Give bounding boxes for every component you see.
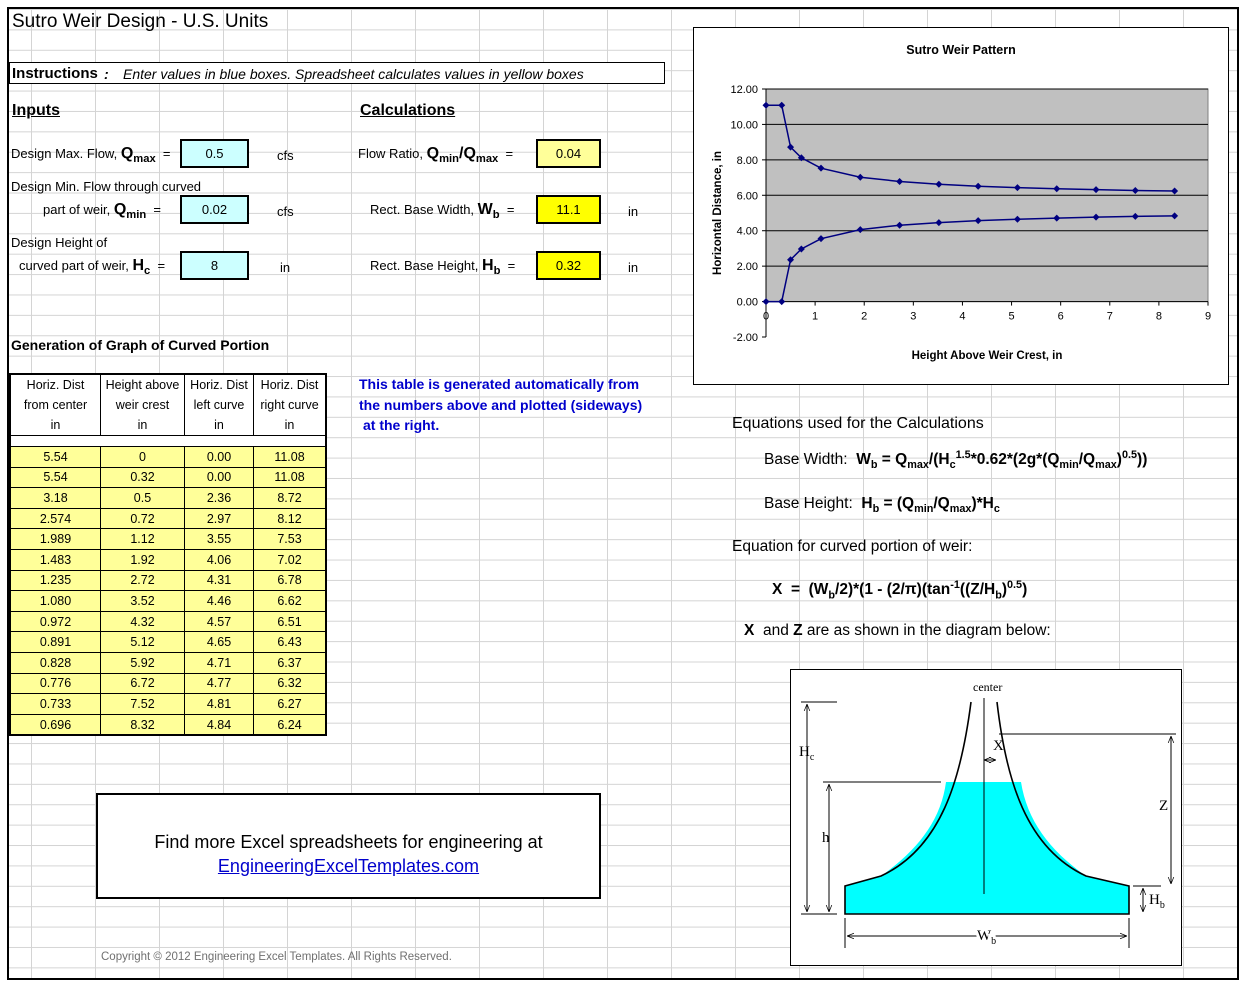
table-cell: 6.27 xyxy=(254,694,327,715)
table-cell: 7.02 xyxy=(254,549,327,570)
table-cell: 4.84 xyxy=(185,714,254,735)
table-cell: 7.53 xyxy=(254,529,327,550)
table-cell: 8.12 xyxy=(254,508,327,529)
flow-ratio-label: Flow Ratio, $Q_{min}/Q_{max}$ = xyxy=(358,145,514,166)
table-cell: 6.32 xyxy=(254,673,327,694)
table-header-cell: weir crest xyxy=(101,395,185,415)
table-cell: 0.828 xyxy=(10,652,101,673)
table-row xyxy=(10,488,326,509)
diagram-z-label: Z xyxy=(1159,798,1169,814)
chart-y-tick-label: 0.00 xyxy=(736,296,758,309)
table-row xyxy=(10,714,326,735)
table-cell: 4.65 xyxy=(185,632,254,653)
table-cell: 0.696 xyxy=(10,714,101,735)
ad-box xyxy=(96,793,601,899)
table-header-cell: in xyxy=(10,415,101,436)
base-height-label: Rect. Base Height, $H_b$ = xyxy=(370,257,516,278)
table-row xyxy=(10,447,326,468)
chart-title: Sutro Weir Pattern xyxy=(906,43,1016,57)
table-header-cell: Horiz. Dist xyxy=(10,374,101,395)
table-cell: 6.62 xyxy=(254,591,327,612)
table-cell: 2.72 xyxy=(101,570,185,591)
table-cell: 5.12 xyxy=(101,632,185,653)
qmax-unit: cfs xyxy=(277,148,294,163)
table-cell: 0.776 xyxy=(10,673,101,694)
table-cell: 1.080 xyxy=(10,591,101,612)
table-cell: 5.92 xyxy=(101,652,185,673)
generation-table xyxy=(9,373,327,736)
table-cell: 0.972 xyxy=(10,611,101,632)
equations-heading: Equations used for the Calculations xyxy=(732,415,984,432)
hc-unit: in xyxy=(280,260,291,275)
generation-heading: Generation of Graph of Curved Portion xyxy=(11,337,270,353)
chart-y-tick-label: -2.00 xyxy=(732,332,758,344)
chart-x-tick-label: 6 xyxy=(1057,310,1064,323)
table-cell: 3.55 xyxy=(185,529,254,550)
chart-x-tick-label: 1 xyxy=(812,310,819,323)
calculations-heading: Calculations xyxy=(360,102,456,119)
base-height-value: 0.32 xyxy=(536,251,601,280)
base-height-unit: in xyxy=(628,260,639,275)
instructions-label: Instructions xyxy=(12,65,98,82)
table-header-cell: Horiz. Dist xyxy=(185,374,254,395)
table-row xyxy=(10,652,326,673)
table-cell: 0.32 xyxy=(101,467,185,488)
chart-x-tick-label: 9 xyxy=(1204,310,1212,323)
table-spacer xyxy=(254,436,327,447)
chart-y-tick-label: 10.00 xyxy=(730,119,758,132)
diagram-hb-label: $H_b$ xyxy=(1149,892,1165,911)
chart-x-tick-label: 8 xyxy=(1155,310,1162,323)
table-row xyxy=(10,694,326,715)
table-cell: 4.32 xyxy=(101,611,185,632)
ad-text: Find more Excel spreadsheets for engineering at xyxy=(154,832,543,852)
table-cell: 11.08 xyxy=(254,467,327,488)
chart-x-tick-label: 7 xyxy=(1106,310,1113,323)
table-cell: 6.43 xyxy=(254,632,327,653)
table-cell: 4.31 xyxy=(185,570,254,591)
chart-y-tick-label: 4.00 xyxy=(736,225,758,238)
hc-label-line1: Design Height of xyxy=(11,235,108,250)
table-row xyxy=(10,591,326,612)
copyright: Copyright © 2012 Engineering Excel Templates. All Rights Reserved. xyxy=(101,951,452,963)
table-spacer xyxy=(185,436,254,447)
ad-link[interactable]: EngineeringExcelTemplates.com xyxy=(217,856,480,876)
table-header-cell: Horiz. Dist xyxy=(254,374,327,395)
inputs-heading: Inputs xyxy=(12,102,60,119)
page-title: Sutro Weir Design - U.S. Units xyxy=(12,11,269,32)
table-cell: 1.12 xyxy=(101,529,185,550)
chart-x-tick-label: 4 xyxy=(959,310,966,323)
table-header-cell: in xyxy=(254,415,327,436)
curved-equation: $X = (W_b/2)*(1 - (2/\pi)(\tan^{-1}((Z/H_b)^{0.5})$ xyxy=(772,579,1028,602)
table-cell: 6.37 xyxy=(254,652,327,673)
chart-x-tick-label: 0 xyxy=(762,310,770,323)
table-cell: 7.52 xyxy=(101,694,185,715)
base-height-equation: Base Height: $H_b = (Q_{min}/Q_{max})*H_c$ xyxy=(764,495,1000,516)
water-fill xyxy=(845,782,1129,914)
table-cell: 2.97 xyxy=(185,508,254,529)
table-row xyxy=(10,508,326,529)
table-cell: 4.06 xyxy=(185,549,254,570)
table-spacer xyxy=(101,436,185,447)
table-header-cell: right curve xyxy=(254,395,327,415)
table-cell: 4.46 xyxy=(185,591,254,612)
table-cell: 2.36 xyxy=(185,488,254,509)
table-header-cell: left curve xyxy=(185,395,254,415)
chart-y-tick-label: 2.00 xyxy=(736,261,758,274)
table-cell: 1.235 xyxy=(10,570,101,591)
chart-x-tick-label: 2 xyxy=(861,310,868,323)
chart-x-tick-label: 3 xyxy=(910,310,917,323)
table-cell: 2.574 xyxy=(10,508,101,529)
table-cell: 8.72 xyxy=(254,488,327,509)
table-cell: 0.5 xyxy=(101,488,185,509)
qmin-label-line2: part of weir, $Q_{min}$ = xyxy=(43,201,161,222)
diagram-x-label: X xyxy=(993,738,1004,754)
hc-label-line2: curved part of weir, $H_c$ = xyxy=(19,257,166,278)
diagram-h-label: h xyxy=(822,830,830,846)
table-cell: 11.08 xyxy=(254,447,327,468)
chart-frame xyxy=(693,27,1229,385)
table-cell: 1.92 xyxy=(101,549,185,570)
table-cell: 4.81 xyxy=(185,694,254,715)
table-cell: 0.00 xyxy=(185,447,254,468)
qmin-input[interactable]: 0.02 xyxy=(180,195,249,224)
hc-input[interactable]: 8 xyxy=(180,251,249,280)
spreadsheet xyxy=(7,7,1239,980)
chart-y-tick-label: 8.00 xyxy=(736,154,758,167)
table-cell: 6.24 xyxy=(254,714,327,735)
base-width-value: 11.1 xyxy=(536,195,601,224)
curved-equation-heading: Equation for curved portion of weir: xyxy=(732,538,973,555)
table-cell: 0.891 xyxy=(10,632,101,653)
table-header-cell: Height above xyxy=(101,374,185,395)
table-cell: 0.72 xyxy=(101,508,185,529)
table-row xyxy=(10,549,326,570)
instructions-bar: Instructions : Enter values in blue boxes. Spreadsheet calculates values in yellow boxes xyxy=(9,62,665,84)
qmin-label-line1: Design Min. Flow through curved xyxy=(11,179,202,194)
xz-note: X and Z are as shown in the diagram below: xyxy=(744,622,1051,639)
chart-x-label: Height Above Weir Crest, in xyxy=(911,350,1063,362)
table-row xyxy=(10,570,326,591)
base-width-equation: Base Width: $W_b = Q_{max}/(H_c^{1.5}*0.62*(2g*(Q_{min}/Q_{max})^{0.5}))$ xyxy=(764,449,1148,472)
diagram-hc-label: $H_c$ xyxy=(799,744,815,763)
table-header-cell: in xyxy=(101,415,185,436)
table-cell: 1.989 xyxy=(10,529,101,550)
table-cell: 5.54 xyxy=(10,467,101,488)
table-cell: 6.78 xyxy=(254,570,327,591)
table-spacer xyxy=(10,436,101,447)
table-row xyxy=(10,529,326,550)
chart-y-tick-label: 12.00 xyxy=(730,84,758,96)
table-header-cell: from center xyxy=(10,395,101,415)
table-header-cell: in xyxy=(185,415,254,436)
diagram-wb-label: $W_b$ xyxy=(977,928,997,947)
table-cell: 3.52 xyxy=(101,591,185,612)
instructions-text: Enter values in blue boxes. Spreadsheet calculates values in yellow boxes xyxy=(123,66,584,82)
table-cell: 6.51 xyxy=(254,611,327,632)
table-cell: 0.733 xyxy=(10,694,101,715)
table-cell: 0.00 xyxy=(185,467,254,488)
table-cell: 4.71 xyxy=(185,652,254,673)
base-width-unit: in xyxy=(628,204,639,219)
table-cell: 8.32 xyxy=(101,714,185,735)
qmin-unit: cfs xyxy=(277,204,294,219)
base-width-label: Rect. Base Width, $W_b$ = xyxy=(370,201,515,222)
weir-diagram-svg xyxy=(791,670,1181,965)
chart-y-tick-label: 6.00 xyxy=(736,190,758,203)
table-cell: 0 xyxy=(101,447,185,468)
table-note-line2: the numbers above and plotted (sideways) xyxy=(359,396,643,413)
flow-ratio-value: 0.04 xyxy=(536,139,601,168)
table-row xyxy=(10,632,326,653)
table-cell: 5.54 xyxy=(10,447,101,468)
table-cell: 3.18 xyxy=(10,488,101,509)
table-cell: 4.57 xyxy=(185,611,254,632)
table-row xyxy=(10,467,326,488)
table-cell: 6.72 xyxy=(101,673,185,694)
table-cell: 1.483 xyxy=(10,549,101,570)
qmax-input[interactable]: 0.5 xyxy=(180,139,249,168)
chart-y-label: Horizontal Distance, in xyxy=(712,151,724,275)
diagram-center-label: center xyxy=(973,680,1003,694)
table-cell: 4.77 xyxy=(185,673,254,694)
qmax-label: Design Max. Flow, $Q_{max}$ = xyxy=(11,145,171,166)
chart-x-tick-label: 5 xyxy=(1008,310,1015,323)
table-note-line3: at the right. xyxy=(363,417,440,433)
table-row xyxy=(10,673,326,694)
table-note-line1: This table is generated automatically from xyxy=(359,376,640,392)
table-note xyxy=(359,374,642,436)
sutro-weir-chart xyxy=(694,28,1228,384)
table-row xyxy=(10,611,326,632)
weir-diagram xyxy=(790,669,1182,966)
